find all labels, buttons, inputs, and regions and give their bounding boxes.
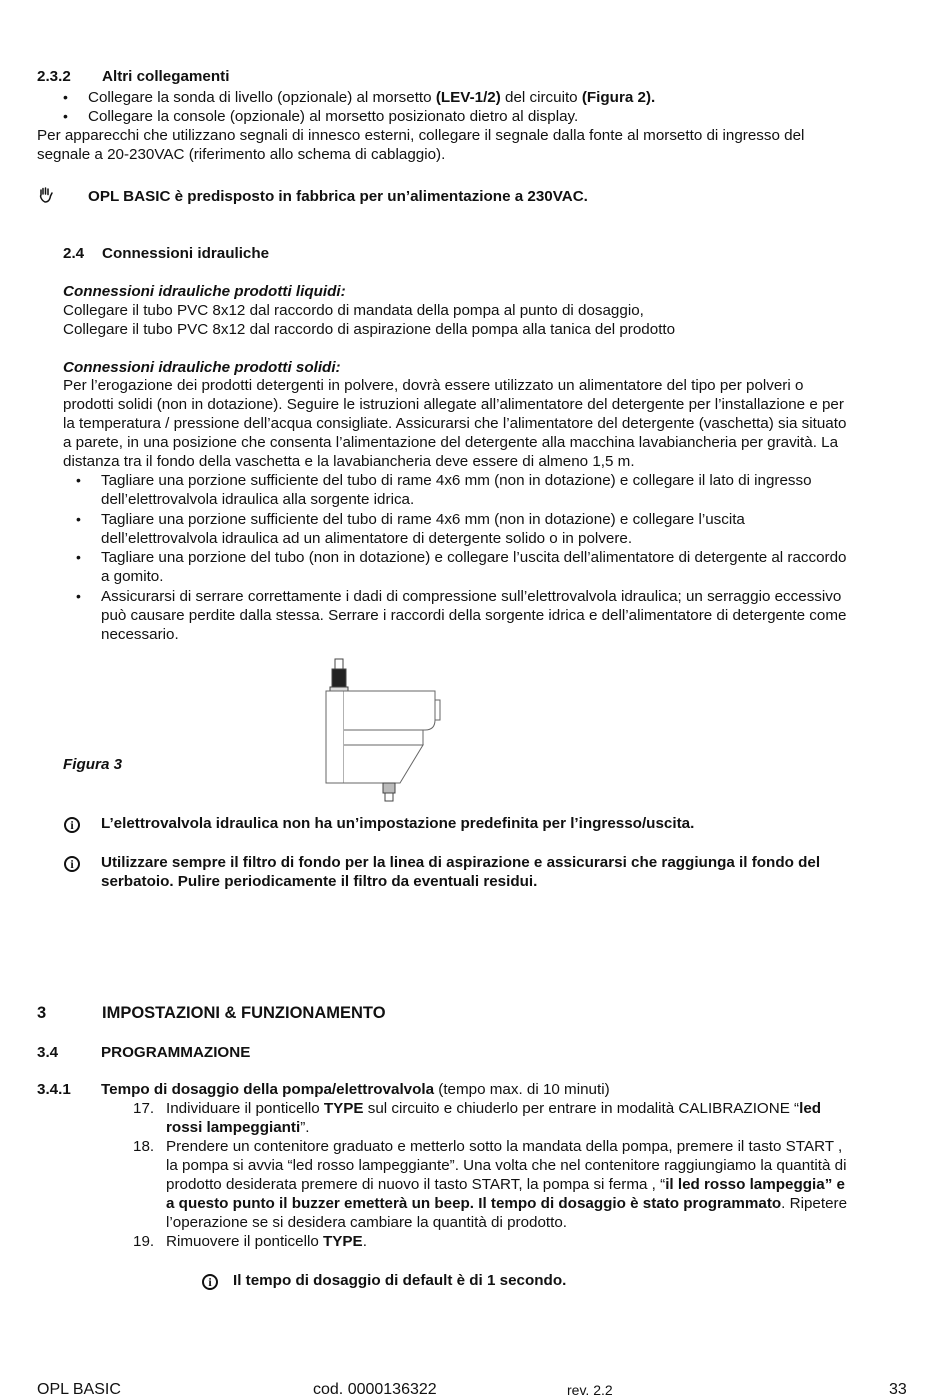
warning-230vac: OPL BASIC è predisposto in fabbrica per un’alimentazione a 230VAC.: [88, 188, 588, 205]
figure-solenoid-valve-drawing: [320, 655, 450, 805]
paragraph-line: distanza tra il fondo della vaschetta e la lavabiancheria deve essere di almeno 1,5 m.: [63, 453, 635, 470]
info-icon: i: [64, 815, 80, 834]
step-18-line: Prendere un contenitore graduato e metterlo sotto la mandata della pompa, premere il tasto START ,: [166, 1138, 843, 1155]
paragraph-line: Per l’erogazione dei prodotti detergenti in polvere, dovrà essere utilizzato un alimentatore del tipo per polveri o: [63, 377, 804, 394]
step-number: 17.: [133, 1100, 155, 1117]
section-number-2-3-2: 2.3.2: [37, 68, 71, 85]
bullet-line: Tagliare una porzione del tubo (non in dotazione) e collegare l’uscita dell’alimentatore di detergente al raccordo: [101, 549, 847, 566]
step-18-line: la pompa si avvia “led rosso lampeggiante”. Una volta che nel contenitore raggiungiamo la quantità di: [166, 1157, 847, 1174]
section-title-connessioni-idrauliche: Connessioni idrauliche: [102, 245, 270, 262]
bullet-dot: •: [76, 472, 81, 488]
step-17-line: rossi lampeggianti”.: [166, 1119, 310, 1136]
bullet-line: Tagliare una porzione sufficiente del tubo di rame 4x6 mm (non in dotazione) e collegare l’uscita: [101, 511, 745, 528]
paragraph-line: prodotti solidi (non in dotazione). Seguire le istruzioni allegate all’alimentatore del detergente per l’installazione e per: [63, 396, 844, 413]
step-17-line: Individuare il ponticello TYPE sul circuito e chiuderlo per entrare in modalità CALIBRAZIONE “led: [166, 1100, 822, 1117]
bullet-line: a gomito.: [101, 568, 164, 585]
step-18-line: a questo punto il buzzer emetterà un beep. Il tempo di dosaggio è stato programmato. Ripetere: [166, 1195, 848, 1212]
bullet-sonda-livello: Collegare la sonda di livello (opzionale) al morsetto (LEV-1/2) del circuito (Figura 2).: [88, 89, 656, 106]
step-18-line: l’operazione se si desidera cambiare la quantità di prodotto.: [166, 1214, 568, 1231]
section-number-3-4: 3.4: [37, 1044, 59, 1061]
step-19-line: Rimuovere il ponticello TYPE.: [166, 1233, 367, 1250]
note-filtro-line: Utilizzare sempre il filtro di fondo per la linea di aspirazione e assicurarsi che raggiunga il fondo del: [101, 854, 821, 871]
note-default-time: Il tempo di dosaggio di default è di 1 secondo.: [233, 1272, 567, 1289]
paragraph-line: a parete, in una posizione che consenta l’alimentazione del detergente alla macchina lavabiancheria per gravità. La: [63, 434, 839, 451]
paragraph-line: Collegare il tubo PVC 8x12 dal raccordo di aspirazione della pompa alla tanica del prodotto: [63, 321, 676, 338]
section-number-2-4: 2.4: [63, 245, 85, 262]
footer-code: cod. 0000136322: [313, 1381, 437, 1398]
footer-revision: rev. 2.2: [567, 1382, 613, 1398]
step-number: 18.: [133, 1138, 155, 1155]
bullet-console: Collegare la console (opzionale) al morsetto posizionato dietro al display.: [88, 108, 579, 125]
paragraph-line: Collegare il tubo PVC 8x12 dal raccordo di mandata della pompa al punto di dosaggio,: [63, 302, 644, 319]
step-18-line: prodotto desiderata premere di nuovo il tasto START, la pompa si ferma , “il led rosso lampeggia” e: [166, 1176, 845, 1193]
info-icon: i: [64, 854, 80, 873]
info-icon: i: [202, 1272, 218, 1291]
section-title-impostazioni: IMPOSTAZIONI & FUNZIONAMENTO: [102, 1004, 386, 1022]
figure-caption: Figura 3: [63, 756, 123, 773]
paragraph-line: Per apparecchi che utilizzano segnali di innesco esterni, collegare il segnale dalla fonte al morsetto di ingresso del: [37, 127, 805, 144]
paragraph-line: la temperatura / pressione dell’acqua consigliate. Assicurarsi che l’alimentatore del detergente (vaschetta) sia situato: [63, 415, 847, 432]
bullet-dot: •: [76, 588, 81, 604]
bullet-dot: •: [63, 108, 68, 124]
footer-page-number: 33: [889, 1381, 907, 1398]
note-filtro-line: serbatoio. Pulire periodicamente il filtro da eventuali residui.: [101, 873, 538, 890]
section-title-altri-collegamenti: Altri collegamenti: [102, 68, 230, 85]
footer-product: OPL BASIC: [37, 1381, 121, 1398]
hand-warning-icon: [37, 186, 55, 204]
section-title-programmazione: PROGRAMMAZIONE: [101, 1044, 251, 1061]
section-number-3: 3: [37, 1004, 47, 1022]
step-number: 19.: [133, 1233, 155, 1250]
bullet-line: dell’elettrovalvola idraulica ad un alimentatore di detergente solido o in polvere.: [101, 530, 633, 547]
bullet-line: Tagliare una porzione sufficiente del tubo di rame 4x6 mm (non in dotazione) e collegare il lato di ingresso: [101, 472, 812, 489]
note-elettrovalvola: L’elettrovalvola idraulica non ha un’impostazione predefinita per l’ingresso/uscita.: [101, 815, 695, 832]
bullet-line: Assicurarsi di serrare correttamente i dadi di compressione sull’elettrovalvola idraulica; un serraggio eccessivo: [101, 588, 842, 605]
bullet-line: necessario.: [101, 626, 179, 643]
bullet-dot: •: [76, 511, 81, 527]
heading-liquid: Connessioni idrauliche prodotti liquidi:: [63, 283, 346, 300]
section-number-3-4-1: 3.4.1: [37, 1081, 71, 1098]
paragraph-line: segnale a 20-230VAC (riferimento allo schema di cablaggio).: [37, 146, 446, 163]
bullet-dot: •: [76, 549, 81, 565]
heading-solid: Connessioni idrauliche prodotti solidi:: [63, 359, 341, 376]
section-title-tempo-dosaggio: Tempo di dosaggio della pompa/elettrovalvola (tempo max. di 10 minuti): [101, 1081, 610, 1098]
bullet-line: dell’elettrovalvola idraulica alla sorgente idrica.: [101, 491, 415, 508]
bullet-dot: •: [63, 89, 68, 105]
bullet-line: può causare perdite dalla stessa. Serrare i raccordi della sorgente idrica e dell’alimentatore di detergente come: [101, 607, 847, 624]
